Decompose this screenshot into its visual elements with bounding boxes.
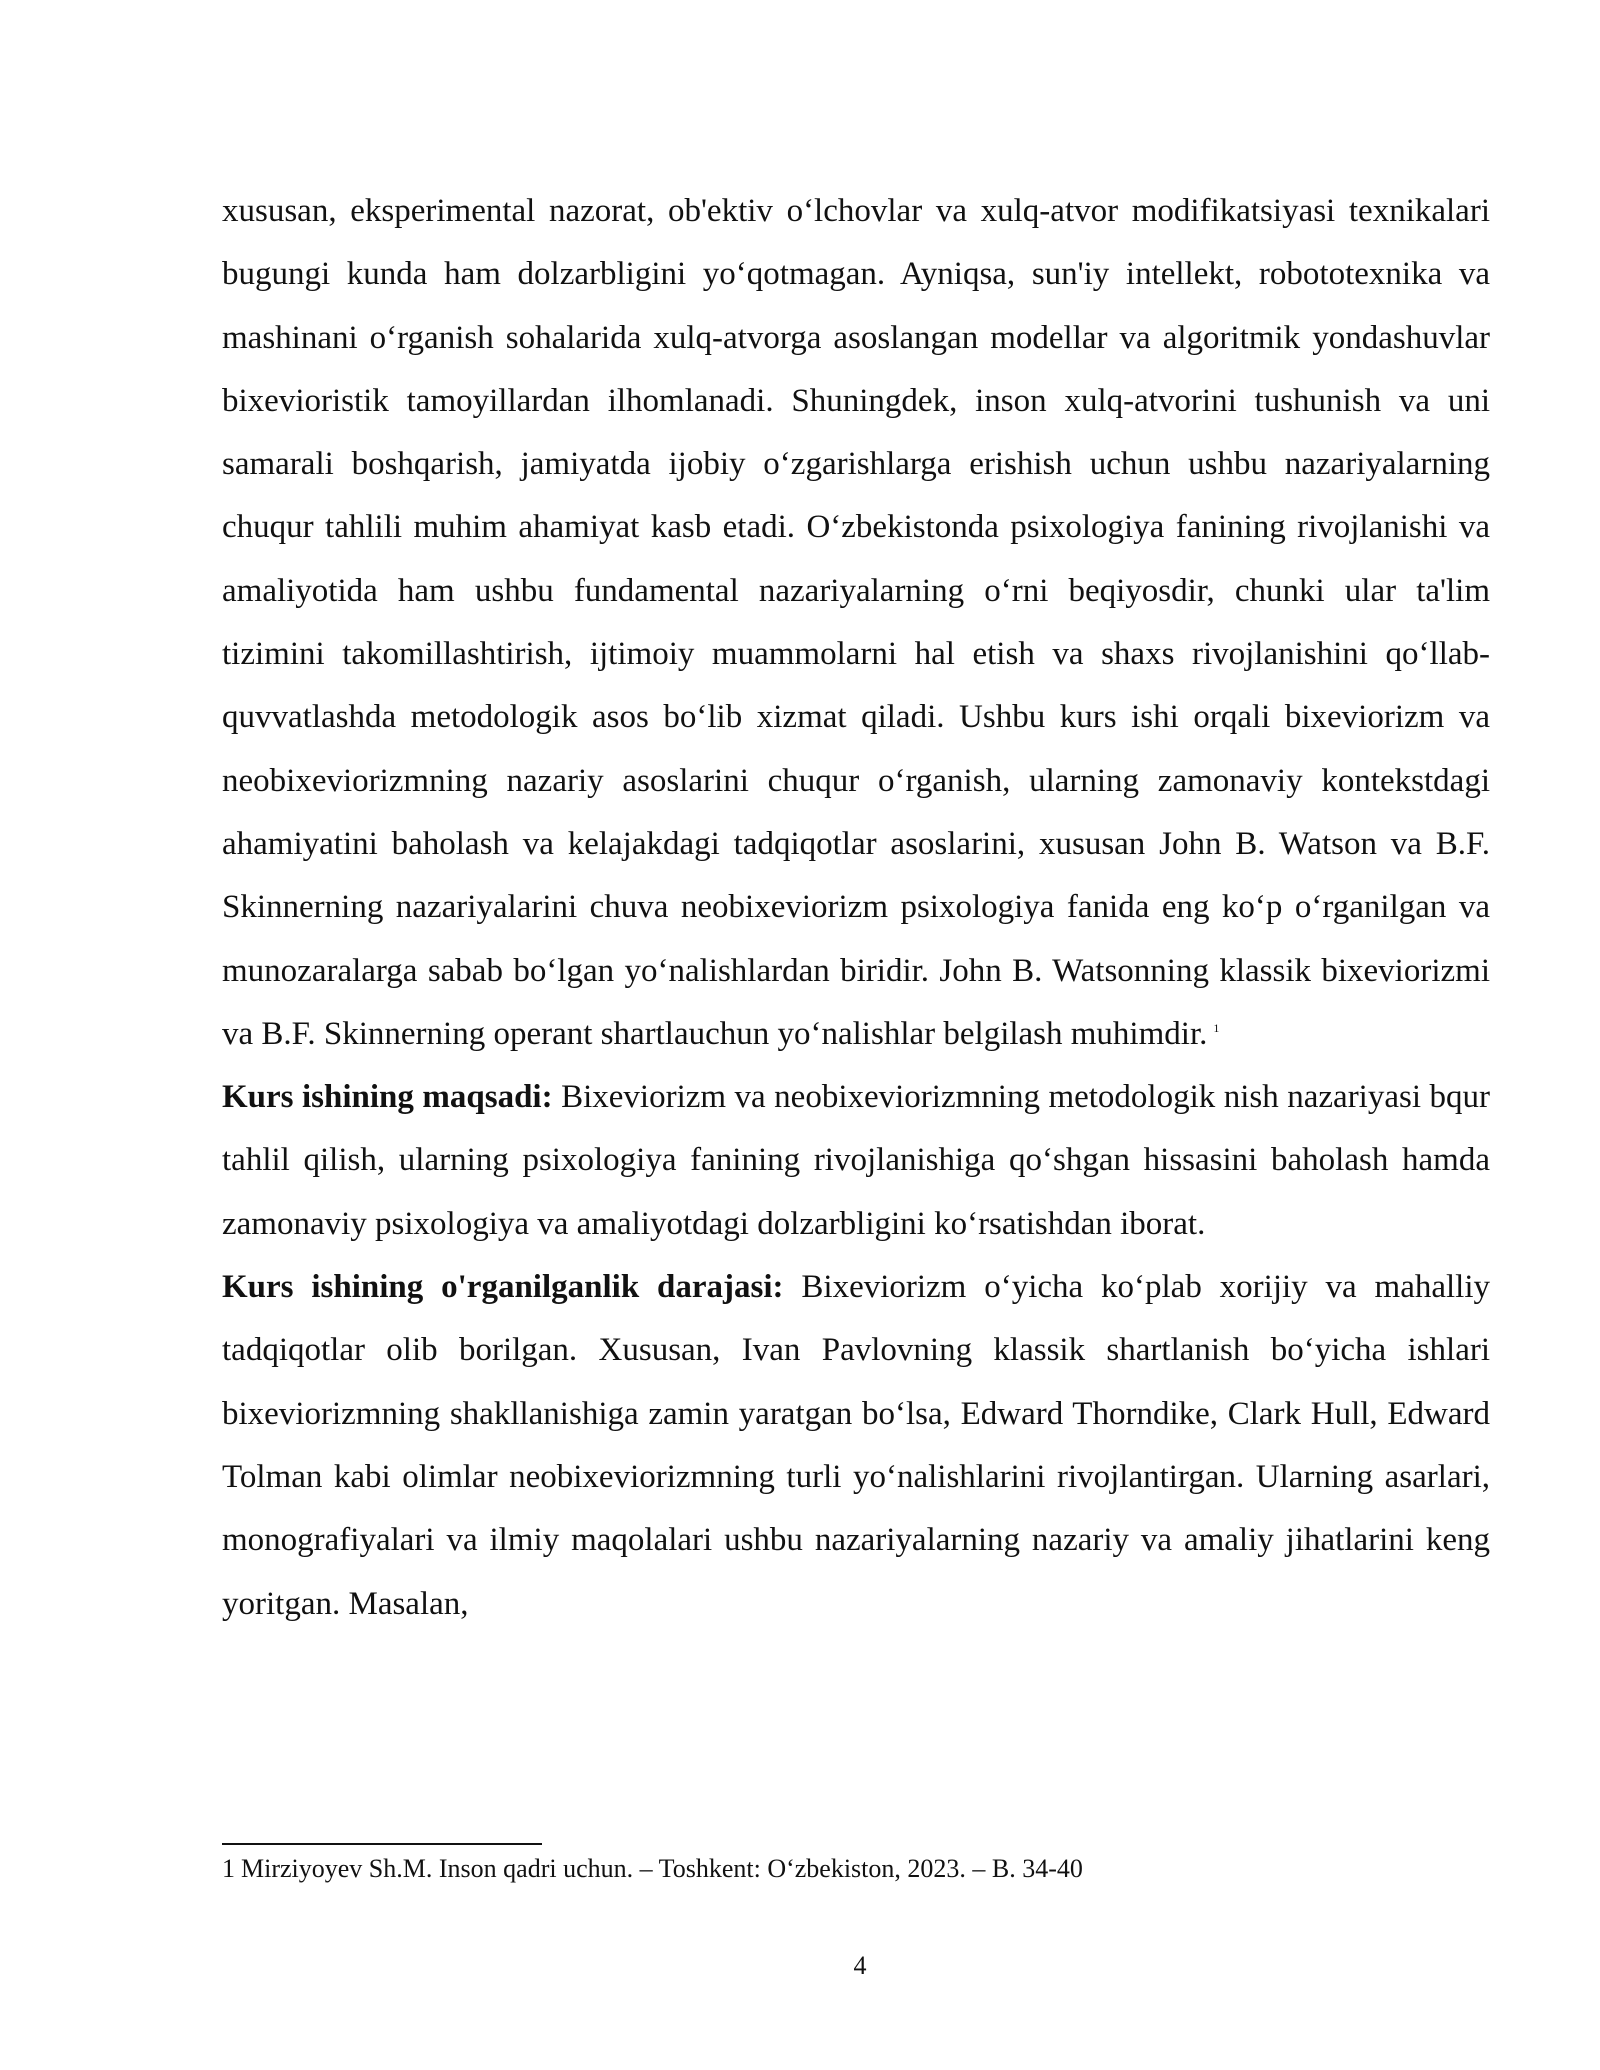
paragraph-goal: [222, 1066, 1490, 1256]
goal-heading: Kurs ishining maqsadi:: [222, 1079, 553, 1116]
study-level-heading: Kurs ishining o'rganilganlik darajasi:: [222, 1269, 784, 1306]
footnote-separator: [222, 1843, 542, 1845]
paragraph-intro: [222, 180, 1490, 1066]
footnote: [222, 1851, 1490, 1887]
footnote-text: Mirziyoyev Sh.M. Inson qadri uchun. – Toshkent: Oʻzbekiston, 2023. – B. 34-40: [241, 1854, 1083, 1883]
footnote-reference[interactable]: 1: [1213, 1020, 1220, 1035]
study-level-text: Bixeviorizm oʻyicha koʻplab xorijiy va mahalliy tadqiqotlar olib borilgan. Xususan, Ivan Pavlovning klassik shartlanish boʻyicha ishlari bixeviorizmning shakllanishiga zamin yaratgan boʻlsa, Edward Thorndike, Clark Hull, Edward Tolman kabi olimlar neobixeviorizmning turli yoʻnalishlarini rivojlantirgan. Ularning asarlari, monografiyalari va ilmiy maqolalari ushbu nazariyalarning nazariy va amaliy jihatlarini keng yoritgan. Masalan,: [222, 1269, 1490, 1622]
footnote-number: 1: [222, 1854, 235, 1883]
paragraph-study-level: [222, 1256, 1490, 1636]
body-text: [222, 180, 1490, 1636]
goal-text: Bixeviorizm va neobixeviorizmning metodologik nish nazariyasi bqur tahlil qilish, ularning psixologiya fanining rivojlanishiga qoʻshgan hissasini baholash hamda zamonaviy psixologiya va amaliyotdagi dolzarbligini koʻrsatishdan iborat.: [222, 1079, 1490, 1242]
page-number: 4: [853, 1951, 867, 1980]
paragraph-intro-text: xususan, eksperimental nazorat, ob'ektiv oʻlchovlar va xulq-atvor modifikatsiyasi texnikalari bugungi kunda ham dolzarbligini yoʻqotmagan. Ayniqsa, sun'iy intellekt, robototexnika va mashinani oʻrganish sohalarida xulq-atvorga asoslangan modellar va algoritmik yondashuvlar bixevioristik tamoyillardan ilhomlanadi. Shuningdek, inson xulq-atvorini tushunish va uni samarali boshqarish, jamiyatda ijobiy oʻzgarishlarga erishish uchun ushbu nazariyalarning chuqur tahlili muhim ahamiyat kasb etadi. Oʻzbekistonda psixologiya fanining rivojlanishi va amaliyotida ham ushbu fundamental nazariyalarning oʻrni beqiyosdir, chunki ular ta'lim tizimini takomillashtirish, ijtimoiy muammolarni hal etish va shaxs rivojlanishini qoʻllab-quvvatlashda metodologik asos boʻlib xizmat qiladi. Ushbu kurs ishi orqali bixeviorizm va neobixeviorizmning nazariy asoslarini chuqur oʻrganish, ularning zamonaviy kontekstdagi ahamiyatini baholash va kelajakdagi tadqiqotlar asoslarini, xususan John B. Watson va B.F. Skinnerning nazariyalarini chuva neobixeviorizm psixologiya fanida eng koʻp oʻrganilgan va munozaralarga sabab boʻlgan yoʻnalishlardan biridir. John B. Watsonning klassik bixeviorizmi va B.F. Skinnerning operant shartlauchun yoʻnalishlar belgilash muhimdir.: [222, 193, 1490, 1052]
